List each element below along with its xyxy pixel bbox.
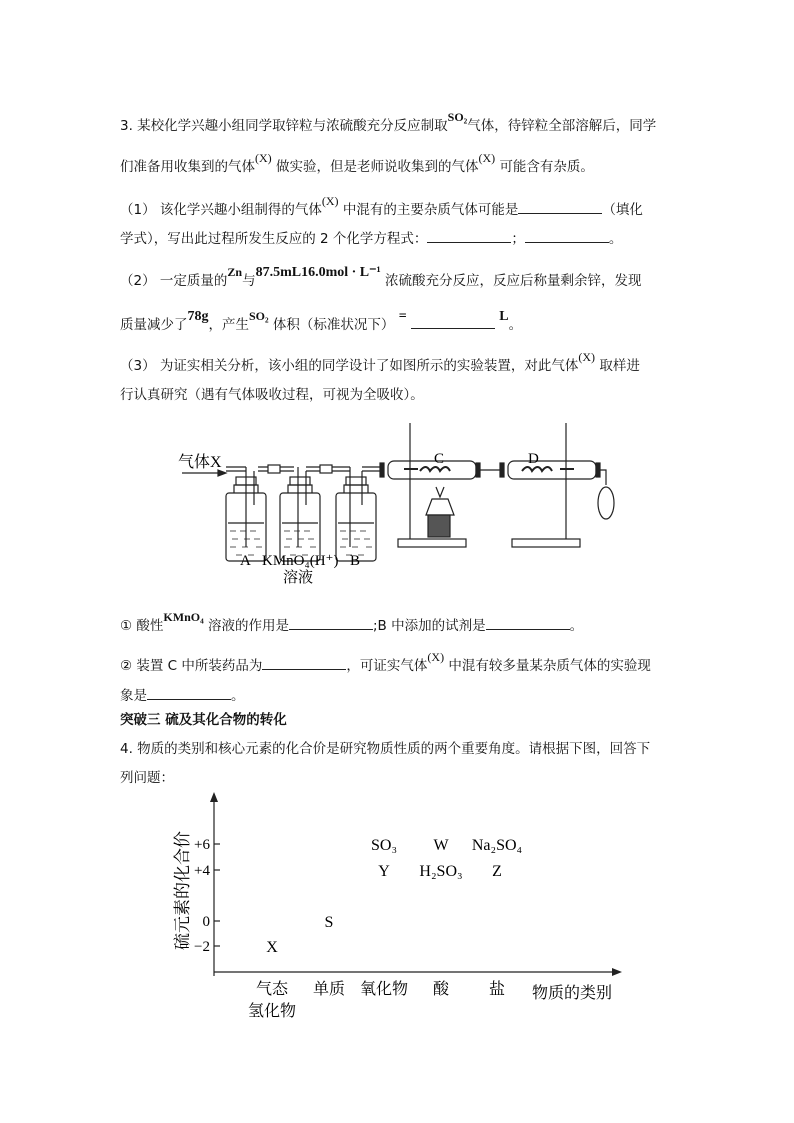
answer-blank[interactable] xyxy=(411,316,495,329)
x-category-label: 氧化物 xyxy=(359,981,409,998)
label-solution: 溶液 xyxy=(283,570,314,586)
punct: 。 xyxy=(231,688,245,704)
part2-text: ，产生 xyxy=(208,317,249,333)
chart-point-label: Na₂SO₄ xyxy=(471,837,523,854)
label-c: C xyxy=(434,451,445,467)
chart-point-label: Z xyxy=(492,863,502,880)
part2-text: 质量减少了 xyxy=(120,317,188,333)
y-tick-label: 0 xyxy=(202,914,210,930)
answer-blank[interactable] xyxy=(289,617,373,630)
y-tick-label: +4 xyxy=(194,863,210,879)
part2-text: 体积（标准状况下） xyxy=(272,317,395,333)
part3-text: 取样进 xyxy=(599,358,640,374)
unit-l: L xyxy=(499,309,509,324)
q3-text: 们准备用收集到的气体 xyxy=(120,159,255,175)
q3-part1-line1 xyxy=(120,194,643,219)
label-kmno4: KMnO₄(H⁺) xyxy=(262,553,339,569)
q3-part3-line2 xyxy=(120,386,424,404)
chart-point-label: SO₃ xyxy=(370,837,398,854)
q3-part2-line1 xyxy=(120,265,642,291)
x-symbol: (X) xyxy=(578,350,596,364)
sub2-text: ，可证实气体 xyxy=(346,658,428,674)
q4-line1: 4. 物质的类别和核心元素的化合价是研究物质性质的两个重要角度。请根据下图，回答下 xyxy=(120,741,651,757)
mass-value: 78g xyxy=(187,309,209,324)
x-symbol: (X) xyxy=(255,151,272,165)
sub1-text: ① 酸性 xyxy=(120,618,164,634)
y-tick-label: +6 xyxy=(194,837,210,853)
sub1-text: 溶液的作用是 xyxy=(207,618,289,634)
part3-text: 行认真研究（遇有气体吸收过程，可视为全吸收）。 xyxy=(120,387,424,403)
q3-text: 做实验，但是老师说收集到的气体 xyxy=(275,159,479,175)
sub2-text: 象是 xyxy=(120,688,147,704)
label-a: A xyxy=(240,553,251,569)
so2-formula: SO₂ xyxy=(249,309,269,323)
part3-text: （3） 为证实相关分析，该小组的同学设计了如图所示的实验装置，对此气体 xyxy=(120,358,579,374)
punct: 。 xyxy=(508,317,523,333)
part2-text: （2） 一定质量的 xyxy=(120,273,228,289)
chart-point-label: W xyxy=(433,837,449,854)
q3-part3-line1 xyxy=(120,350,640,375)
part1-text: （1） 该化学兴趣小组制得的气体 xyxy=(120,202,322,218)
y-axis-label: 硫元素的化合价 xyxy=(173,831,192,950)
part1-text: 学式），写出此过程所发生反应的 2 个化学方程式： xyxy=(120,231,428,247)
x-category-label: 酸 xyxy=(432,981,450,998)
answer-blank[interactable] xyxy=(518,201,602,214)
x-symbol: (X) xyxy=(427,650,445,664)
q3-text: 气体，待锌粒全部溶解后，同学 xyxy=(467,118,657,134)
part2-text: 浓硫酸充分反应，反应后称量剩余锌，发现 xyxy=(385,273,642,289)
q3-line1 xyxy=(120,110,657,135)
q3-sub2-line2 xyxy=(120,687,245,705)
label-gas-x: 气体X xyxy=(178,454,222,471)
apparatus-diagram xyxy=(0,415,794,595)
part1-text: 中混有的主要杂质气体可能是 xyxy=(342,202,519,218)
x-category-label: 单质 xyxy=(312,981,346,998)
punct: 。 xyxy=(608,231,623,247)
y-tick-label: −2 xyxy=(194,939,210,955)
q3-part1-line2 xyxy=(120,230,622,248)
kmno4-formula: KMnO₄ xyxy=(163,610,204,624)
label-b: B xyxy=(350,553,361,569)
x-symbol: (X) xyxy=(478,151,496,165)
x-category-label: 盐 xyxy=(488,981,506,998)
label-d: D xyxy=(528,451,539,467)
x-category-label: 氢化物 xyxy=(247,1003,297,1020)
answer-blank[interactable] xyxy=(525,230,609,243)
sub2-text: 中混有较多量某杂质气体的实验现 xyxy=(448,658,651,674)
q3-text: 可能含有杂质。 xyxy=(499,159,594,175)
x-axis-label: 物质的类别 xyxy=(532,985,613,1002)
answer-blank[interactable] xyxy=(262,657,346,670)
zn-symbol: Zn xyxy=(227,265,243,279)
sub2-text: ② 装置 C 中所装药品为 xyxy=(120,658,263,674)
part2-text: 与 xyxy=(242,273,256,289)
answer-blank[interactable] xyxy=(147,687,231,700)
chart-point-label: S xyxy=(324,914,334,931)
q3-line2 xyxy=(120,151,594,176)
x-symbol: (X) xyxy=(321,194,339,208)
part1-text: （填化 xyxy=(602,202,643,218)
q3-sub2-line1 xyxy=(120,650,651,675)
valence-chart xyxy=(0,790,794,1030)
answer-blank[interactable] xyxy=(427,230,511,243)
y-axis-arrow xyxy=(210,792,218,802)
q3-text: 3. 某校化学兴趣小组同学取锌粒与浓硫酸充分反应制取 xyxy=(120,118,448,134)
punct: 。 xyxy=(569,618,584,634)
section-title: 突破三 硫及其化合物的转化 xyxy=(120,712,287,728)
sub1-text: ;B 中添加的试剂是 xyxy=(372,618,486,634)
concentration: 87.5mL16.0mol · L⁻¹ xyxy=(255,265,381,280)
q4-line2: 列问题： xyxy=(120,770,174,786)
chart-point-label: Y xyxy=(378,863,390,880)
chart-point-label: H₂SO₃ xyxy=(419,863,463,880)
x-category-label: 气态 xyxy=(255,981,289,998)
answer-blank[interactable] xyxy=(486,617,570,630)
x-axis-arrow xyxy=(612,968,622,976)
punct: ； xyxy=(511,231,525,247)
chart-point-label: X xyxy=(266,939,278,956)
q3-sub1 xyxy=(120,610,584,635)
equals-sign: = xyxy=(398,309,407,324)
q3-part2-line2 xyxy=(120,309,523,335)
so2-formula: SO₂ xyxy=(447,110,468,124)
